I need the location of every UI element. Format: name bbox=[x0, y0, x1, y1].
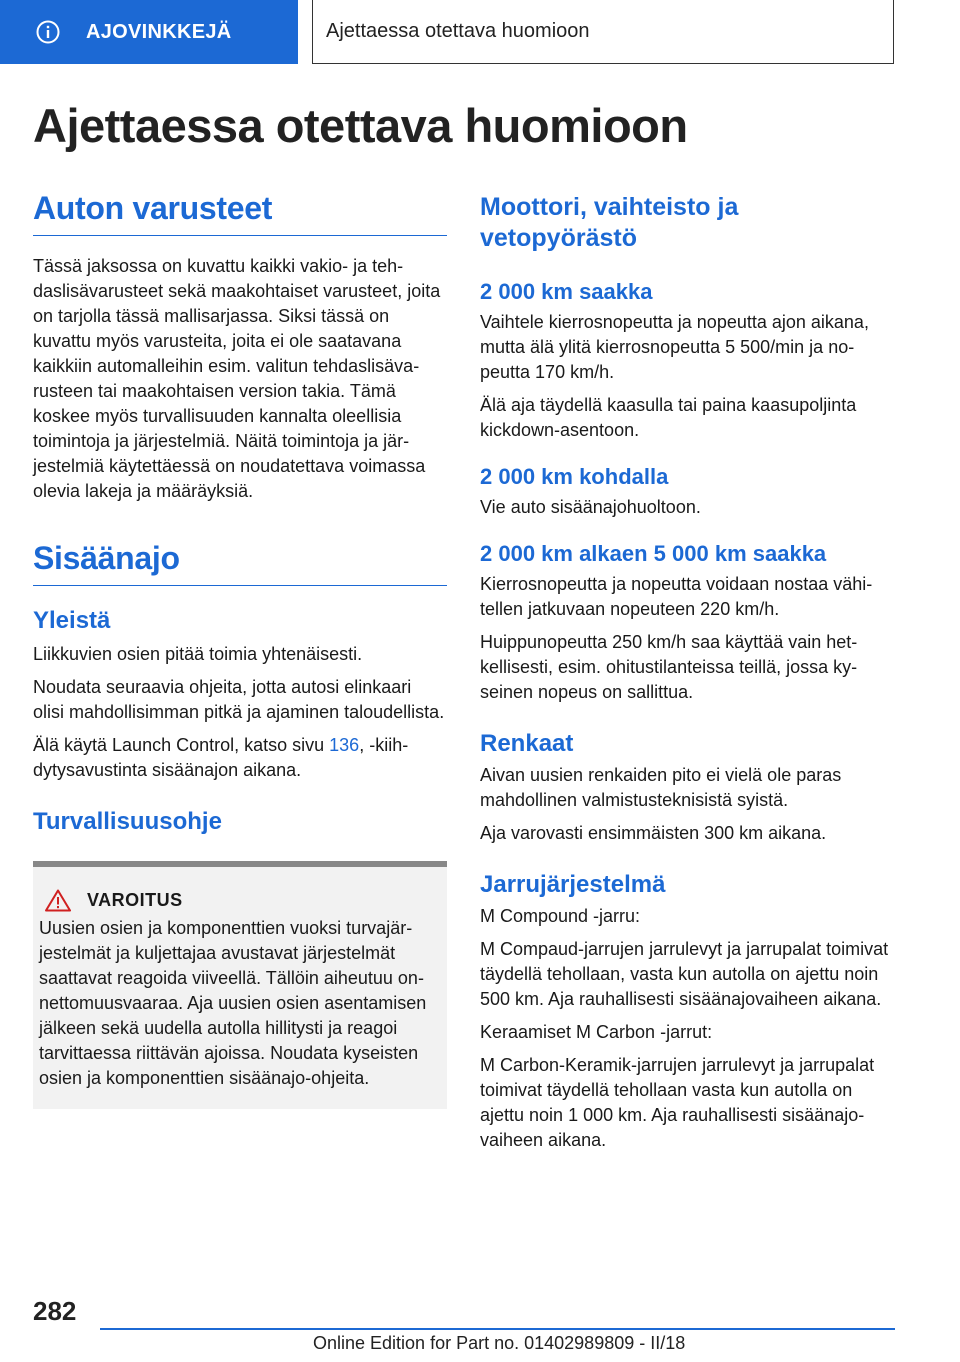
breadcrumb bbox=[312, 0, 894, 64]
footer-edition: Online Edition for Part no. 01402989809 - II/18 bbox=[313, 1333, 686, 1353]
s1-p1: Vaihtele kierrosnopeutta ja nopeutta ajon aikana, mutta älä ylitä kierrosnopeutta 5 500/min ja nopeutta 170 km/h. bbox=[480, 312, 869, 382]
heading-moottori: Moottori, vaihteisto ja vetopyörästö bbox=[480, 193, 739, 252]
renkaat-p1: Aivan uusien renkaiden pito ei vielä ole paras mahdollinen valmistusteknisistä syistä. bbox=[480, 765, 842, 810]
warning-box bbox=[33, 861, 447, 1109]
right-column bbox=[480, 192, 898, 1153]
renkaat-p2: Aja varovasti ensimmäisten 300 km aikana. bbox=[480, 823, 827, 843]
yleista-p3-text: Älä käytä Launch Control, katso sivu bbox=[33, 735, 330, 755]
page-title: Ajettaessa otettava huomioon bbox=[33, 99, 688, 152]
s1-p2: Älä aja täydellä kaasulla tai paina kaasupoljinta kickdown-asentoon. bbox=[480, 395, 857, 440]
heading-auton-varusteet: Auton varusteet bbox=[33, 190, 447, 236]
warning-header bbox=[45, 889, 439, 912]
page-number: 282 bbox=[33, 1296, 77, 1326]
yleista-p3 bbox=[33, 733, 447, 783]
heading-jarrujarjestelma: Jarrujärjestelmä bbox=[480, 871, 666, 898]
section-tab-label: AJOVINKKEJÄ bbox=[86, 20, 232, 43]
heading-sisaanajo: Sisäänajo bbox=[33, 540, 447, 586]
warning-body: Uusien osien ja komponenttien vuoksi turvajärjestelmät ja kuljettajaa avustavat järjestelmät saattavat reagoida viiveellä. Tällöin aiheutuu onnettomuusvaaraa. Aja uusien osien asentamisen jälkeen sekä uudella autolla hillitysti ja reagoi tarvittaessa riittävän ajoissa. Noudata kyseisten osien ja komponenttien sisäänajo-ohjeita. bbox=[39, 918, 427, 1088]
jarrut-p4: M Carbon-Keramik-jarrujen jarrulevyt ja jarrupalat toimivat täydellä tehollaan vasta kun autolla on ajettu noin 1 000 km. Aja rauhallisesti sisäänajovaiheen aikana. bbox=[480, 1055, 875, 1150]
info-icon bbox=[36, 20, 60, 44]
yleista-p1: Liikkuvien osien pitää toimia yhtenäisesti. bbox=[33, 644, 363, 664]
left-column bbox=[33, 190, 447, 1109]
footer-divider bbox=[100, 1328, 895, 1330]
heading-2000-saakka: 2 000 km saakka bbox=[480, 279, 653, 304]
section-tab[interactable] bbox=[0, 0, 298, 64]
warning-title: VAROITUS bbox=[87, 890, 183, 910]
jarrut-p3: Keraamiset M Carbon -jarrut: bbox=[480, 1022, 713, 1042]
jarrut-p2: M Compaud-jarrujen jarrulevyt ja jarrupalat toimivat täydellä tehollaan, vasta kun autolla on ajettu noin 500 km. Aja rauhallisesti sisäänajovaiheen aikana. bbox=[480, 939, 889, 1009]
breadcrumb-label: Ajettaessa otettava huomioon bbox=[326, 20, 590, 42]
heading-turvallisuusohje: Turvallisuusohje bbox=[33, 808, 222, 835]
yleista-p2: Noudata seuraavia ohjeita, jotta autosi elinkaari olisi mahdollisimman pitkä ja ajaminen taloudellista. bbox=[33, 677, 445, 722]
s3-p2: Huippunopeutta 250 km/h saa käyttää vain hetkellisesti, esim. ohitustilanteissa teillä, jossa kyseinen nopeus on sallittua. bbox=[480, 632, 858, 702]
yleista-p3-text-end: , -kiihdytysavustinta sisäänajon aikana. bbox=[33, 735, 409, 780]
heading-renkaat: Renkaat bbox=[480, 730, 574, 757]
auton-varusteet-body: Tässä jaksossa on kuvattu kaikki vakio- ja tehdaslisävarusteet sekä maakohtaiset varusteet, joita on tarjolla tässä mallisarjassa. Siksi tässä on kuvattu myös varusteita, joita ei ole saatavana kaikkiin automalleihin esim. valitun tehdaslisävarusteen tai maakohtaisen version takia. Tämä koskee myös turvallisuuden kannalta oleellisia toimintoja ja järjestelmiä. Näitä toimintoja ja järjestelmiä käytettäessä on noudatettava voimassa olevia lakeja ja määräyksiä. bbox=[33, 256, 441, 501]
heading-2000-kohdalla: 2 000 km kohdalla bbox=[480, 464, 669, 489]
page-link-136[interactable]: 136 bbox=[329, 735, 360, 755]
heading-yleista: Yleistä bbox=[33, 607, 111, 634]
jarrut-p1: M Compound -jarru: bbox=[480, 906, 641, 926]
s2-p1: Vie auto sisäänajohuoltoon. bbox=[480, 497, 701, 517]
s3-p1: Kierrosnopeutta ja nopeutta voidaan nostaa vähitellen jatkuvaan nopeuteen 220 km/h. bbox=[480, 574, 873, 619]
warning-triangle-icon bbox=[45, 889, 71, 912]
heading-2000-5000: 2 000 km alkaen 5 000 km saakka bbox=[480, 541, 827, 566]
